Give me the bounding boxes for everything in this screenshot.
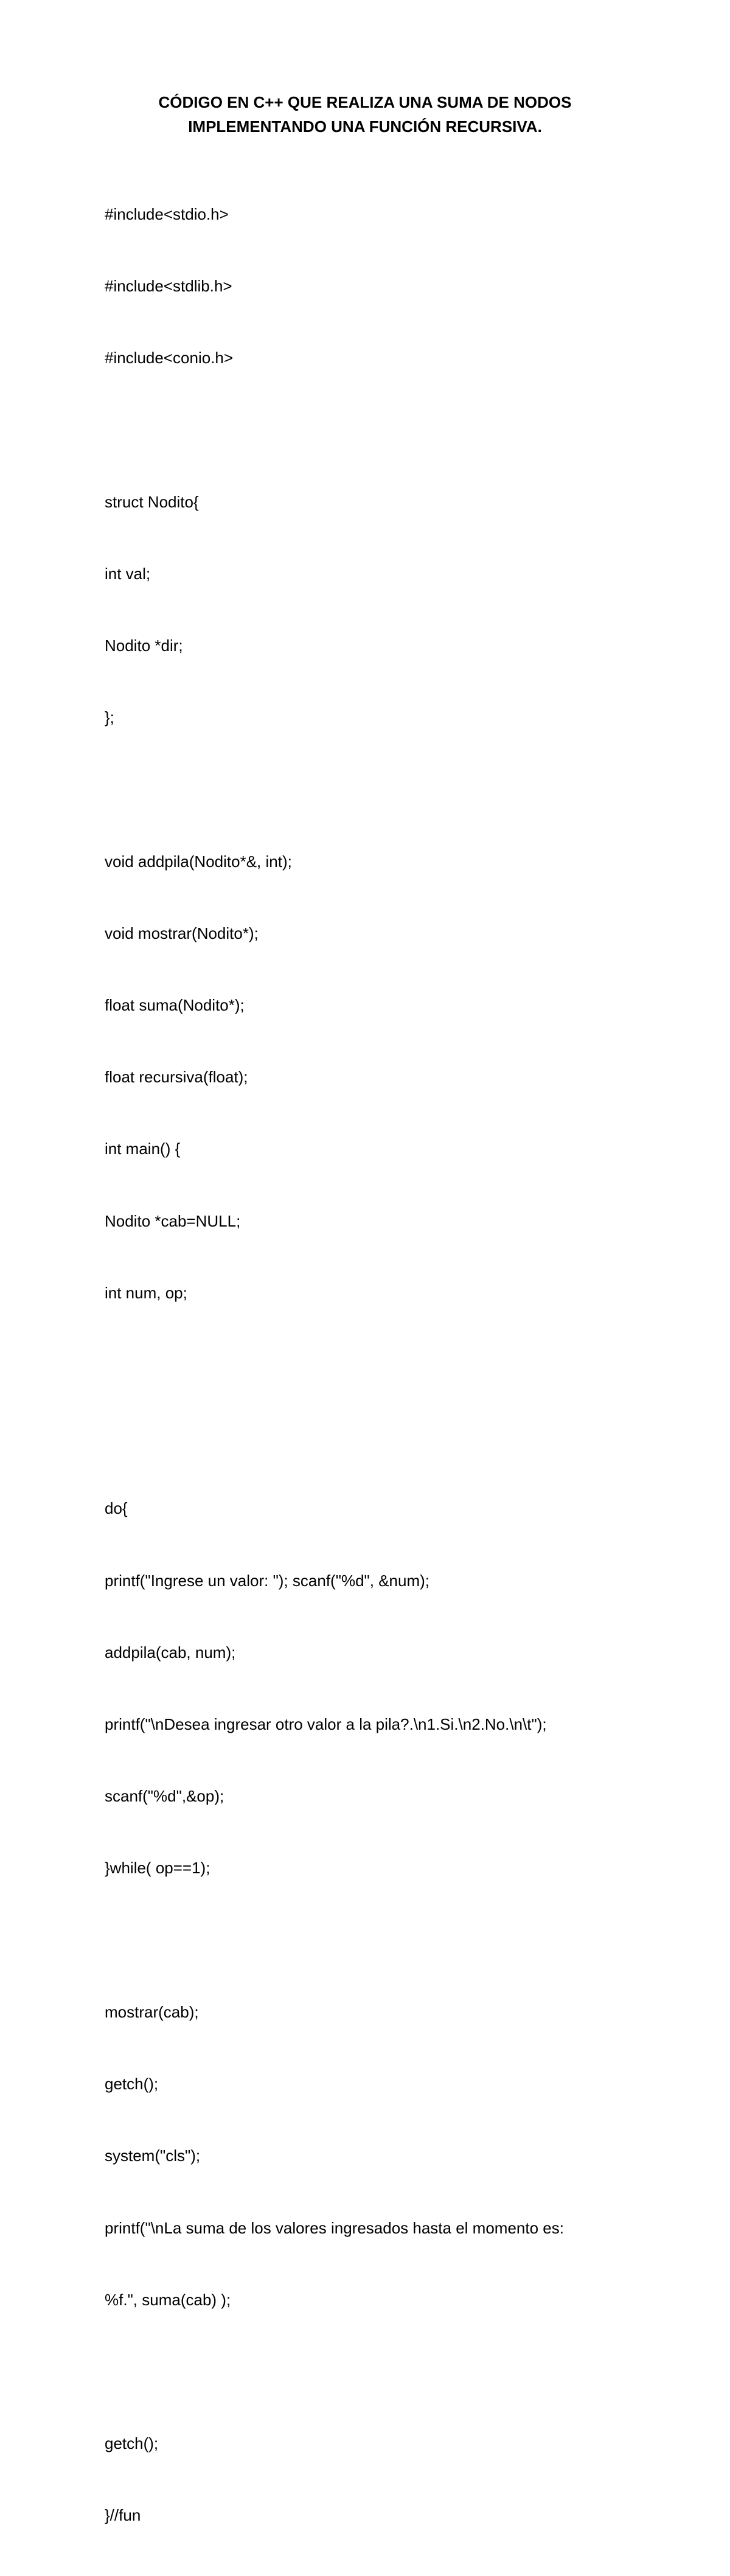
code-line: do{ — [105, 1499, 128, 1518]
code-line: %f.", suma(cab) ); — [105, 2290, 231, 2309]
code-line: printf("\nDesea ingresar otro valor a la pila?.\n1.Si.\n2.No.\n\t"); — [105, 1715, 547, 1734]
code-line — [105, 418, 652, 442]
code-line — [105, 1425, 652, 1449]
code-line — [105, 778, 652, 801]
title-line-2: IMPLEMENTANDO UNA FUNCIÓN RECURSIVA. — [188, 117, 542, 136]
code-line: printf("Ingrese un valor: "); scanf("%d", &num); — [105, 1571, 430, 1590]
title-line-1: CÓDIGO EN C++ QUE REALIZA UNA SUMA DE NODOS — [158, 93, 572, 111]
code-line: void addpila(Nodito*&, int); — [105, 852, 292, 871]
code-line: #include<stdlib.h> — [105, 277, 232, 296]
code-line — [105, 1929, 652, 1952]
code-line: void mostrar(Nodito*); — [105, 924, 259, 942]
code-line: float suma(Nodito*); — [105, 996, 245, 1015]
code-line: addpila(cab, num); — [105, 1643, 236, 1662]
code-line: float recursiva(float); — [105, 1068, 248, 1087]
code-line: Nodito *cab=NULL; — [105, 1211, 241, 1230]
code-line: int num, op; — [105, 1283, 187, 1302]
code-line: }while( op==1); — [105, 1859, 210, 1878]
code-line: getch(); — [105, 2075, 159, 2094]
code-line: int val; — [105, 564, 151, 583]
code-line: struct Nodito{ — [105, 492, 199, 511]
code-line: #include<conio.h> — [105, 349, 234, 367]
code-line: system("cls"); — [105, 2146, 201, 2165]
code-line: scanf("%d",&op); — [105, 1787, 224, 1806]
code-line — [105, 2360, 652, 2384]
code-line: }//fun — [105, 2506, 141, 2525]
code-line: }; — [105, 708, 114, 727]
code-listing — [105, 155, 652, 2576]
code-line — [105, 1353, 652, 1377]
code-line: #include<stdio.h> — [105, 204, 229, 223]
code-line: getch(); — [105, 2434, 159, 2453]
document-title — [0, 90, 730, 139]
code-line: printf("\nLa suma de los valores ingresados hasta el momento es: — [105, 2218, 564, 2237]
code-line: int main() { — [105, 1140, 181, 1158]
code-line: Nodito *dir; — [105, 636, 183, 655]
code-line: mostrar(cab); — [105, 2002, 199, 2021]
